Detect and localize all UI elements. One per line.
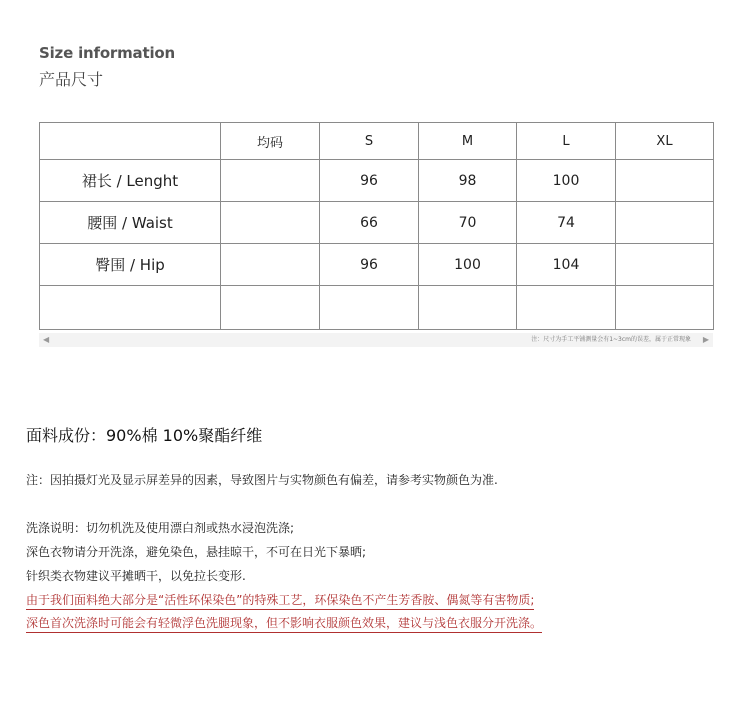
header-cell: XL <box>616 123 714 160</box>
care-instruction: 针织类衣物建议平摊晒干，以免拉长变形. <box>26 569 246 583</box>
scroll-right-icon[interactable]: ▶ <box>702 335 709 344</box>
table-cell: 100 <box>517 160 616 202</box>
dye-warning: 由于我们面料绝大部分是“活性环保染色”的特殊工艺，环保染色不产生芳香胺、偶氮等有害物质; <box>26 591 534 610</box>
table-cell: 70 <box>419 202 517 244</box>
table-cell <box>221 286 320 330</box>
row-label: 腰围 / Waist <box>40 202 221 244</box>
heading-en: Size information <box>39 44 175 62</box>
table-cell <box>517 286 616 330</box>
table-row <box>40 202 714 244</box>
row-label: 裙长 / Lenght <box>40 160 221 202</box>
table-cell: 66 <box>320 202 419 244</box>
horizontal-scrollbar[interactable] <box>39 333 713 347</box>
header-cell: M <box>419 123 517 160</box>
table-cell <box>221 244 320 286</box>
table-cell: 74 <box>517 202 616 244</box>
table-row <box>40 286 714 330</box>
table-row <box>40 244 714 286</box>
header-cell: S <box>320 123 419 160</box>
table-cell <box>221 160 320 202</box>
table-cell: 100 <box>419 244 517 286</box>
scroll-left-icon[interactable]: ◀ <box>43 335 50 344</box>
header-cell <box>40 123 221 160</box>
table-cell: 96 <box>320 160 419 202</box>
row-label: 臀围 / Hip <box>40 244 221 286</box>
fabric-composition: 面料成份：90%棉 10%聚酯纤维 <box>26 426 263 445</box>
heading-cn: 产品尺寸 <box>39 70 104 89</box>
table-cell <box>616 160 714 202</box>
measurement-note: 注：尺寸为手工平铺测量会有1~3cm的误差，属于正常现象 <box>531 336 691 343</box>
care-instruction: 洗涤说明：切勿机洗及使用漂白剂或热水浸泡洗涤; <box>26 521 295 535</box>
header-cell: 均码 <box>221 123 320 160</box>
row-label <box>40 286 221 330</box>
table-cell <box>221 202 320 244</box>
table-cell <box>419 286 517 330</box>
table-cell <box>616 286 714 330</box>
table-cell: 98 <box>419 160 517 202</box>
table-header-row <box>40 123 714 160</box>
table-cell <box>616 244 714 286</box>
size-table <box>39 122 714 330</box>
table-cell: 104 <box>517 244 616 286</box>
dye-warning: 深色首次洗涤时可能会有轻微浮色洗腿现象，但不影响衣服颜色效果，建议与浅色衣服分开洗涤。 <box>26 614 542 633</box>
table-cell <box>616 202 714 244</box>
color-note: 注：因拍摄灯光及显示屏差异的因素，导致图片与实物颜色有偏差，请参考实物颜色为准. <box>26 473 498 487</box>
table-row <box>40 160 714 202</box>
table-cell <box>320 286 419 330</box>
care-instruction: 深色衣物请分开洗涤，避免染色，悬挂晾干，不可在日光下暴晒; <box>26 545 367 559</box>
table-cell: 96 <box>320 244 419 286</box>
header-cell: L <box>517 123 616 160</box>
